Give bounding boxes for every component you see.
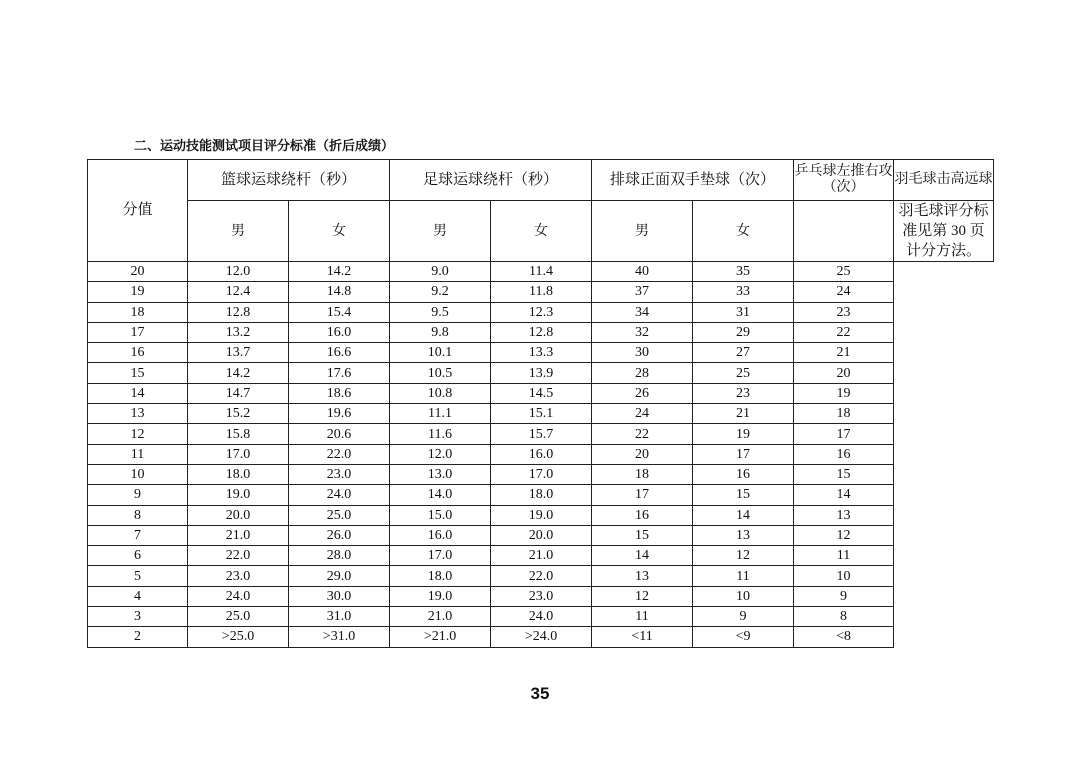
cell-basketball-female: 16.0: [289, 322, 390, 342]
cell-volleyball-female: 11: [693, 566, 794, 586]
cell-basketball-male: 12.4: [188, 282, 289, 302]
cell-volleyball-male: 18: [592, 464, 693, 484]
cell-football-female: 24.0: [491, 607, 592, 627]
cell-basketball-female: 16.6: [289, 343, 390, 363]
table-row: [88, 586, 994, 606]
cell-football-male: 11.6: [390, 424, 491, 444]
cell-pingpong: 16: [794, 444, 894, 464]
cell-pingpong: 24: [794, 282, 894, 302]
table-row: [88, 546, 994, 566]
cell-basketball-female: 30.0: [289, 586, 390, 606]
table-row: [88, 627, 994, 647]
cell-basketball-male: 14.2: [188, 363, 289, 383]
cell-score: 9: [88, 485, 188, 505]
cell-score: 16: [88, 343, 188, 363]
cell-basketball-male: 23.0: [188, 566, 289, 586]
cell-score: 15: [88, 363, 188, 383]
table-row: [88, 302, 994, 322]
cell-football-female: 22.0: [491, 566, 592, 586]
cell-basketball-male: >25.0: [188, 627, 289, 647]
cell-basketball-female: 22.0: [289, 444, 390, 464]
cell-football-male: 9.2: [390, 282, 491, 302]
cell-football-female: 21.0: [491, 546, 592, 566]
cell-basketball-male: 19.0: [188, 485, 289, 505]
cell-basketball-female: 31.0: [289, 607, 390, 627]
table-row: [88, 566, 994, 586]
cell-volleyball-male: 15: [592, 525, 693, 545]
cell-pingpong: <8: [794, 627, 894, 647]
cell-basketball-male: 17.0: [188, 444, 289, 464]
cell-football-female: 17.0: [491, 464, 592, 484]
subheader-volleyball-female: 女: [693, 201, 794, 262]
cell-volleyball-female: 33: [693, 282, 794, 302]
table-row: [88, 464, 994, 484]
cell-score: 14: [88, 383, 188, 403]
cell-volleyball-male: 32: [592, 322, 693, 342]
cell-football-male: 17.0: [390, 546, 491, 566]
cell-volleyball-male: 14: [592, 546, 693, 566]
cell-football-male: 9.5: [390, 302, 491, 322]
cell-football-female: 12.3: [491, 302, 592, 322]
cell-basketball-female: 15.4: [289, 302, 390, 322]
cell-volleyball-male: 37: [592, 282, 693, 302]
cell-volleyball-male: 26: [592, 383, 693, 403]
cell-volleyball-male: 11: [592, 607, 693, 627]
cell-basketball-male: 13.7: [188, 343, 289, 363]
cell-score: 18: [88, 302, 188, 322]
table-row: [88, 383, 994, 403]
header-volleyball: 排球正面双手垫球（次）: [592, 160, 794, 201]
cell-score: 20: [88, 262, 188, 282]
cell-volleyball-female: 31: [693, 302, 794, 322]
cell-basketball-female: 23.0: [289, 464, 390, 484]
cell-volleyball-female: 29: [693, 322, 794, 342]
cell-pingpong: 11: [794, 546, 894, 566]
cell-football-female: 13.9: [491, 363, 592, 383]
cell-score: 4: [88, 586, 188, 606]
cell-score: 3: [88, 607, 188, 627]
cell-volleyball-female: 17: [693, 444, 794, 464]
badminton-note: 羽毛球评分标准见第 30 页计分方法。: [894, 201, 994, 262]
cell-score: 2: [88, 627, 188, 647]
cell-basketball-male: 20.0: [188, 505, 289, 525]
table-body: [88, 262, 994, 648]
cell-football-female: 18.0: [491, 485, 592, 505]
cell-basketball-male: 25.0: [188, 607, 289, 627]
cell-volleyball-male: 34: [592, 302, 693, 322]
cell-basketball-male: 21.0: [188, 525, 289, 545]
cell-football-male: 10.1: [390, 343, 491, 363]
subheader-football-male: 男: [390, 201, 491, 262]
score-table: [87, 159, 994, 648]
cell-pingpong: 9: [794, 586, 894, 606]
cell-football-female: 12.8: [491, 322, 592, 342]
cell-pingpong: 18: [794, 404, 894, 424]
cell-pingpong: 15: [794, 464, 894, 484]
cell-basketball-female: 20.6: [289, 424, 390, 444]
cell-football-male: 10.8: [390, 383, 491, 403]
cell-basketball-female: 14.8: [289, 282, 390, 302]
cell-score: 6: [88, 546, 188, 566]
cell-football-male: 15.0: [390, 505, 491, 525]
cell-volleyball-male: 28: [592, 363, 693, 383]
table-row: [88, 262, 994, 282]
cell-basketball-male: 13.2: [188, 322, 289, 342]
cell-pingpong: 21: [794, 343, 894, 363]
subheader-pingpong-empty: [794, 201, 894, 262]
header-pingpong: 乒乓球左推右攻（次）: [794, 160, 894, 201]
cell-football-female: 23.0: [491, 586, 592, 606]
cell-basketball-female: >31.0: [289, 627, 390, 647]
cell-volleyball-female: 13: [693, 525, 794, 545]
cell-basketball-male: 12.0: [188, 262, 289, 282]
cell-football-male: >21.0: [390, 627, 491, 647]
cell-football-male: 13.0: [390, 464, 491, 484]
cell-pingpong: 17: [794, 424, 894, 444]
cell-basketball-male: 22.0: [188, 546, 289, 566]
cell-volleyball-female: 15: [693, 485, 794, 505]
cell-football-female: 14.5: [491, 383, 592, 403]
cell-pingpong: 12: [794, 525, 894, 545]
cell-volleyball-female: 25: [693, 363, 794, 383]
cell-basketball-female: 26.0: [289, 525, 390, 545]
cell-volleyball-female: 19: [693, 424, 794, 444]
cell-score: 10: [88, 464, 188, 484]
cell-volleyball-female: 12: [693, 546, 794, 566]
subheader-basketball-male: 男: [188, 201, 289, 262]
cell-volleyball-male: 20: [592, 444, 693, 464]
cell-football-female: 16.0: [491, 444, 592, 464]
cell-football-female: >24.0: [491, 627, 592, 647]
cell-football-male: 19.0: [390, 586, 491, 606]
table-row: [88, 444, 994, 464]
table-row: [88, 424, 994, 444]
cell-football-female: 19.0: [491, 505, 592, 525]
cell-football-male: 14.0: [390, 485, 491, 505]
cell-score: 8: [88, 505, 188, 525]
cell-basketball-male: 18.0: [188, 464, 289, 484]
cell-pingpong: 25: [794, 262, 894, 282]
cell-football-female: 11.4: [491, 262, 592, 282]
cell-score: 5: [88, 566, 188, 586]
table-row: [88, 322, 994, 342]
cell-football-female: 13.3: [491, 343, 592, 363]
table-row: [88, 505, 994, 525]
cell-basketball-male: 12.8: [188, 302, 289, 322]
cell-volleyball-male: 40: [592, 262, 693, 282]
subheader-football-female: 女: [491, 201, 592, 262]
page-number: 35: [530, 684, 550, 703]
cell-pingpong: 22: [794, 322, 894, 342]
table-row: [88, 282, 994, 302]
cell-football-female: 15.1: [491, 404, 592, 424]
subheader-row: [88, 201, 994, 262]
cell-volleyball-female: 14: [693, 505, 794, 525]
cell-pingpong: 8: [794, 607, 894, 627]
subheader-volleyball-male: 男: [592, 201, 693, 262]
cell-football-male: 10.5: [390, 363, 491, 383]
cell-basketball-male: 14.7: [188, 383, 289, 403]
table-row: [88, 525, 994, 545]
cell-volleyball-female: 27: [693, 343, 794, 363]
cell-score: 11: [88, 444, 188, 464]
cell-score: 12: [88, 424, 188, 444]
cell-basketball-female: 24.0: [289, 485, 390, 505]
cell-football-male: 21.0: [390, 607, 491, 627]
cell-score: 13: [88, 404, 188, 424]
table-row: [88, 363, 994, 383]
cell-football-male: 9.0: [390, 262, 491, 282]
cell-volleyball-female: 16: [693, 464, 794, 484]
cell-pingpong: 19: [794, 383, 894, 403]
cell-pingpong: 10: [794, 566, 894, 586]
section-title: 二、运动技能测试项目评分标准（折后成绩）: [134, 139, 395, 154]
table-row: [88, 404, 994, 424]
cell-volleyball-male: 17: [592, 485, 693, 505]
cell-football-female: 11.8: [491, 282, 592, 302]
cell-basketball-female: 19.6: [289, 404, 390, 424]
cell-volleyball-female: 10: [693, 586, 794, 606]
cell-volleyball-male: 24: [592, 404, 693, 424]
cell-pingpong: 13: [794, 505, 894, 525]
cell-volleyball-female: 35: [693, 262, 794, 282]
cell-basketball-female: 18.6: [289, 383, 390, 403]
table-row: [88, 343, 994, 363]
cell-basketball-female: 29.0: [289, 566, 390, 586]
cell-football-male: 12.0: [390, 444, 491, 464]
cell-basketball-male: 15.8: [188, 424, 289, 444]
cell-volleyball-female: 9: [693, 607, 794, 627]
header-badminton: 羽毛球击高远球: [894, 160, 994, 201]
cell-basketball-female: 25.0: [289, 505, 390, 525]
cell-volleyball-male: 12: [592, 586, 693, 606]
cell-pingpong: 23: [794, 302, 894, 322]
cell-volleyball-female: 21: [693, 404, 794, 424]
cell-football-female: 15.7: [491, 424, 592, 444]
cell-football-male: 16.0: [390, 525, 491, 545]
cell-score: 17: [88, 322, 188, 342]
cell-basketball-female: 17.6: [289, 363, 390, 383]
table-row: [88, 607, 994, 627]
cell-basketball-female: 28.0: [289, 546, 390, 566]
cell-volleyball-male: 30: [592, 343, 693, 363]
table-row: [88, 485, 994, 505]
cell-football-male: 11.1: [390, 404, 491, 424]
cell-pingpong: 20: [794, 363, 894, 383]
cell-football-female: 20.0: [491, 525, 592, 545]
header-basketball: 篮球运球绕杆（秒）: [188, 160, 390, 201]
cell-basketball-male: 15.2: [188, 404, 289, 424]
cell-volleyball-male: 16: [592, 505, 693, 525]
cell-volleyball-female: 23: [693, 383, 794, 403]
cell-basketball-female: 14.2: [289, 262, 390, 282]
cell-volleyball-female: <9: [693, 627, 794, 647]
cell-pingpong: 14: [794, 485, 894, 505]
cell-football-male: 18.0: [390, 566, 491, 586]
header-row: [88, 160, 994, 201]
cell-volleyball-male: 22: [592, 424, 693, 444]
cell-volleyball-male: <11: [592, 627, 693, 647]
cell-basketball-male: 24.0: [188, 586, 289, 606]
cell-volleyball-male: 13: [592, 566, 693, 586]
cell-score: 7: [88, 525, 188, 545]
subheader-basketball-female: 女: [289, 201, 390, 262]
cell-football-male: 9.8: [390, 322, 491, 342]
header-football: 足球运球绕杆（秒）: [390, 160, 592, 201]
cell-score: 19: [88, 282, 188, 302]
header-score: 分值: [88, 160, 188, 262]
